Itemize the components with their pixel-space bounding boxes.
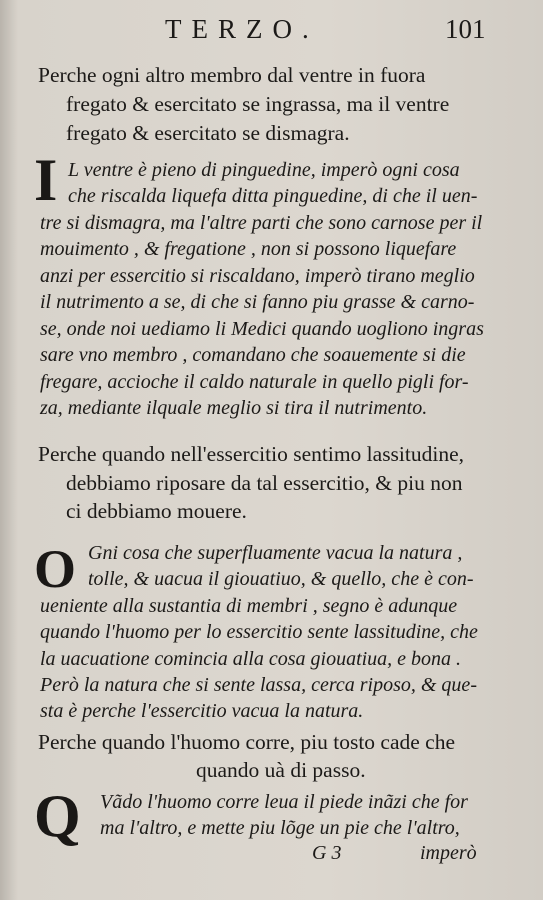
text-line: mouimento , & fregatione , non si possono liquefare — [40, 238, 457, 260]
text-line: ueniente alla sustantia di membri , segno è adunque — [40, 595, 458, 617]
running-head — [0, 14, 543, 46]
text-line: fregare, accioche il caldo naturale in quello pigli for- — [40, 371, 469, 393]
text-line: il nutrimento a se, di che si fanno piu grasse & carno- — [40, 291, 475, 313]
text-line: che riscalda liquefa ditta pinguedine, di che il uen- — [68, 185, 478, 207]
text-line: za, mediante ilquale meglio si tira il nutrimento. — [40, 397, 428, 419]
drop-capital: Q — [34, 783, 81, 849]
text-line: tre si dismagra, ma l'altre parti che sono carnose per il — [40, 212, 483, 234]
text-line: tolle, & uacua il giouatiuo, & quello, che è con- — [88, 568, 474, 590]
text-line: ci debbiamo mouere. — [66, 499, 247, 523]
text-line: Vãdo l'huomo corre leua il piede inãzi che for — [100, 791, 468, 813]
text-line: Perche quando nell'essercitio sentimo lassitudine, — [38, 442, 465, 466]
text-line: quando l'huomo per lo essercitio sente lassitudine, che — [40, 621, 478, 643]
text-line: fregato & esercitato se ingrassa, ma il ventre — [66, 92, 450, 116]
text-line: fregato & esercitato se dismagra. — [66, 121, 350, 145]
text-line: debbiamo riposare da tal essercitio, & piu non — [66, 471, 463, 495]
text-line: sare vno membro , comandano che soauemente si die — [40, 344, 466, 366]
text-line: Però la natura che si sente lassa, cerca riposo, & que- — [40, 674, 477, 696]
text-line: Gni cosa che superfluamente vacua la natura , — [88, 542, 463, 564]
text-line: Perche quando l'huomo corre, piu tosto cade che — [38, 730, 456, 754]
drop-capital: O — [34, 539, 77, 599]
text-line: se, onde noi uediamo li Medici quando uogliono ingras — [40, 318, 484, 340]
running-title: TERZO. — [165, 14, 319, 44]
text-line: la uacuatione comincia alla cosa giouatiua, e bona . — [40, 648, 462, 670]
text-line: ma l'altro, e mette piu lõge un pie che l'altro, — [100, 817, 460, 839]
text-line: sta è perche l'essercitio vacua la natura. — [40, 700, 364, 722]
drop-capital: I — [34, 147, 58, 213]
text-line: Perche ogni altro membro dal ventre in fuora — [38, 63, 426, 87]
page-number: 101 — [445, 14, 486, 44]
text-line: L ventre è pieno di pinguedine, imperò ogni cosa — [68, 159, 460, 181]
text-line: anzi per essercitio si riscaldano, imperò tirano meglio — [40, 265, 475, 287]
text-line: quando uà di passo. — [196, 758, 366, 782]
signature-mark: G 3 — [312, 842, 342, 864]
catchword: imperò — [420, 842, 477, 864]
